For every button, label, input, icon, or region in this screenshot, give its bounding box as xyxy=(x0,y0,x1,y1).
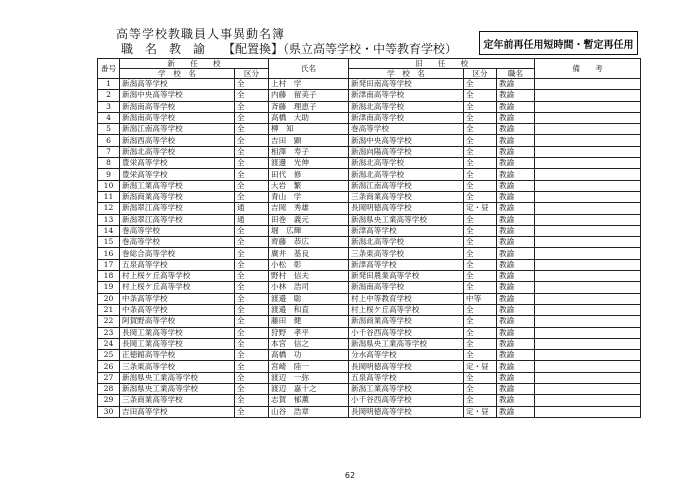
row-number: 7 xyxy=(98,146,120,157)
header-new-school: 学 校 名 xyxy=(120,69,235,79)
old-division: 全 xyxy=(464,248,497,259)
teacher-name: 山谷 浩章 xyxy=(269,406,349,417)
remarks-cell xyxy=(535,304,641,315)
teacher-name: 内藤 留美子 xyxy=(269,90,349,101)
table-row xyxy=(98,191,641,202)
new-division: 全 xyxy=(235,372,269,383)
old-school-name: 新潟江南高等学校 xyxy=(349,180,464,191)
remarks-cell xyxy=(535,338,641,349)
old-division: 全 xyxy=(464,225,497,236)
job-title: 教諭 xyxy=(497,372,535,383)
job-title: 教諭 xyxy=(497,395,535,406)
table-row xyxy=(98,124,641,135)
row-number: 5 xyxy=(98,124,120,135)
old-division: 全 xyxy=(464,237,497,248)
new-school-name: 豊栄高等学校 xyxy=(120,158,235,169)
teacher-name: 高橋 功 xyxy=(269,350,349,361)
document-title: 高等学校教職員人事異動名簿 xyxy=(116,27,286,41)
new-division: 全 xyxy=(235,282,269,293)
new-division: 全 xyxy=(235,90,269,101)
reappointment-note-box: 定年前再任用短時間・暫定再任用 xyxy=(479,31,638,55)
page-number: 62 xyxy=(344,471,356,480)
teacher-name: 渡辺 嘉十之 xyxy=(269,384,349,395)
header-old-school-group: 旧 任 校 xyxy=(349,59,535,69)
new-division: 通 xyxy=(235,203,269,214)
old-division: 全 xyxy=(464,395,497,406)
new-division: 全 xyxy=(235,79,269,90)
table-row xyxy=(98,169,641,180)
job-title: 教諭 xyxy=(497,101,535,112)
teacher-name: 廣井 基良 xyxy=(269,248,349,259)
row-number: 2 xyxy=(98,90,120,101)
old-school-name: 三条東高等学校 xyxy=(349,248,464,259)
new-school-name: 新潟商業高等学校 xyxy=(120,191,235,202)
job-title: 教諭 xyxy=(497,361,535,372)
table-row xyxy=(98,406,641,417)
row-number: 24 xyxy=(98,338,120,349)
new-school-name: 新潟翠江高等学校 xyxy=(120,214,235,225)
new-division: 全 xyxy=(235,384,269,395)
old-school-name: 長岡明徳高等学校 xyxy=(349,406,464,417)
old-school-name: 五泉高等学校 xyxy=(349,372,464,383)
document-subtitle xyxy=(121,40,457,57)
row-number: 14 xyxy=(98,225,120,236)
job-title: 教諭 xyxy=(497,237,535,248)
table-row xyxy=(98,112,641,123)
old-school-name: 新潟県央工業高等学校 xyxy=(349,214,464,225)
remarks-cell xyxy=(535,237,641,248)
old-school-name: 新津南高等学校 xyxy=(349,90,464,101)
old-school-name: 新潟商業高等学校 xyxy=(349,316,464,327)
old-school-name: 新発田南高等学校 xyxy=(349,79,464,90)
old-division: 全 xyxy=(464,350,497,361)
teacher-name: 相澤 寿子 xyxy=(269,146,349,157)
row-number: 6 xyxy=(98,135,120,146)
remarks-cell xyxy=(535,90,641,101)
job-title: 教諭 xyxy=(497,406,535,417)
old-school-name: 巻高等学校 xyxy=(349,124,464,135)
new-division: 全 xyxy=(235,225,269,236)
header-old-division: 区分 xyxy=(464,69,497,79)
table-row xyxy=(98,361,641,372)
new-school-name: 新潟翠江高等学校 xyxy=(120,203,235,214)
old-school-name: 新潟県央工業高等学校 xyxy=(349,338,464,349)
teacher-name: 渡邊 光伸 xyxy=(269,158,349,169)
job-title: 教諭 xyxy=(497,135,535,146)
row-number: 19 xyxy=(98,282,120,293)
job-title: 教諭 xyxy=(497,304,535,315)
job-title: 教諭 xyxy=(497,169,535,180)
new-division: 全 xyxy=(235,237,269,248)
new-school-name: 新潟江南高等学校 xyxy=(120,124,235,135)
new-division: 全 xyxy=(235,361,269,372)
row-number: 30 xyxy=(98,406,120,417)
old-school-name: 長岡明徳高等学校 xyxy=(349,361,464,372)
row-number: 8 xyxy=(98,158,120,169)
old-school-name: 村上桜ケ丘高等学校 xyxy=(349,304,464,315)
table-row xyxy=(98,259,641,270)
remarks-cell xyxy=(535,112,641,123)
old-school-name: 長岡明徳高等学校 xyxy=(349,203,464,214)
table-row xyxy=(98,271,641,282)
row-number: 21 xyxy=(98,304,120,315)
teacher-name: 小林 浩司 xyxy=(269,282,349,293)
table-row xyxy=(98,395,641,406)
teacher-name: 吉田 顕 xyxy=(269,135,349,146)
old-division: 全 xyxy=(464,146,497,157)
old-division: 全 xyxy=(464,135,497,146)
old-school-name: 三条商業高等学校 xyxy=(349,191,464,202)
remarks-cell xyxy=(535,406,641,417)
new-school-name: 長岡工業高等学校 xyxy=(120,327,235,338)
teacher-name: 小松 彰 xyxy=(269,259,349,270)
new-division: 全 xyxy=(235,146,269,157)
table-row xyxy=(98,327,641,338)
remarks-cell xyxy=(535,316,641,327)
new-division: 全 xyxy=(235,406,269,417)
new-school-name: 新潟工業高等学校 xyxy=(120,180,235,191)
table-row xyxy=(98,384,641,395)
remarks-cell xyxy=(535,146,641,157)
old-school-name: 小千谷西高等学校 xyxy=(349,395,464,406)
teacher-name: 青山 学 xyxy=(269,191,349,202)
job-title: 教諭 xyxy=(497,384,535,395)
new-school-name: 新潟高等学校 xyxy=(120,79,235,90)
new-school-name: 長岡工業高等学校 xyxy=(120,338,235,349)
row-number: 10 xyxy=(98,180,120,191)
new-school-name: 豊栄高等学校 xyxy=(120,169,235,180)
old-division: 全 xyxy=(464,384,497,395)
remarks-cell xyxy=(535,361,641,372)
remarks-cell xyxy=(535,225,641,236)
row-number: 18 xyxy=(98,271,120,282)
row-number: 29 xyxy=(98,395,120,406)
table-row xyxy=(98,282,641,293)
remarks-cell xyxy=(535,101,641,112)
teacher-name: 高橋 大助 xyxy=(269,112,349,123)
remarks-cell xyxy=(535,169,641,180)
old-school-name: 分水高等学校 xyxy=(349,350,464,361)
row-number: 16 xyxy=(98,248,120,259)
teacher-name: 堀 広輝 xyxy=(269,225,349,236)
new-school-name: 巻高等学校 xyxy=(120,225,235,236)
teacher-name: 志賀 郁薫 xyxy=(269,395,349,406)
new-school-name: 新潟南高等学校 xyxy=(120,101,235,112)
job-title: 教諭 xyxy=(497,203,535,214)
job-title: 教諭 xyxy=(497,214,535,225)
teacher-name: 本宮 信之 xyxy=(269,338,349,349)
remarks-cell xyxy=(535,124,641,135)
personnel-table xyxy=(97,58,641,418)
old-division: 全 xyxy=(464,169,497,180)
header-remarks: 備 考 xyxy=(535,59,641,79)
teacher-name: 吉岡 秀雄 xyxy=(269,203,349,214)
table-row xyxy=(98,225,641,236)
new-school-name: 新潟中央高等学校 xyxy=(120,90,235,101)
row-number: 20 xyxy=(98,293,120,304)
teacher-name: 渡邉 和直 xyxy=(269,304,349,315)
old-school-name: 村上中等教育学校 xyxy=(349,293,464,304)
row-number: 25 xyxy=(98,350,120,361)
table-row xyxy=(98,237,641,248)
remarks-cell xyxy=(535,135,641,146)
old-school-name: 新潟中央高等学校 xyxy=(349,135,464,146)
row-number: 3 xyxy=(98,101,120,112)
remarks-cell xyxy=(535,248,641,259)
teacher-name: 田代 修 xyxy=(269,169,349,180)
job-title: 教諭 xyxy=(497,316,535,327)
new-school-name: 中条高等学校 xyxy=(120,304,235,315)
new-division: 全 xyxy=(235,304,269,315)
row-number: 23 xyxy=(98,327,120,338)
new-school-name: 五泉高等学校 xyxy=(120,259,235,270)
job-title: 教諭 xyxy=(497,259,535,270)
new-division: 全 xyxy=(235,158,269,169)
new-division: 全 xyxy=(235,248,269,259)
row-number: 11 xyxy=(98,191,120,202)
new-school-name: 正徳館高等学校 xyxy=(120,350,235,361)
new-school-name: 村上桜ケ丘高等学校 xyxy=(120,282,235,293)
old-division: 定・昼 xyxy=(464,361,497,372)
old-school-name: 新潟工業高等学校 xyxy=(349,384,464,395)
teacher-name: 大岩 繁 xyxy=(269,180,349,191)
new-school-name: 巻高等学校 xyxy=(120,237,235,248)
old-division: 全 xyxy=(464,124,497,135)
old-division: 全 xyxy=(464,214,497,225)
old-division: 全 xyxy=(464,316,497,327)
remarks-cell xyxy=(535,293,641,304)
position-label: 職 名 教 諭 xyxy=(121,42,206,56)
teacher-name: 田巻 義元 xyxy=(269,214,349,225)
table-row xyxy=(98,180,641,191)
remarks-cell xyxy=(535,203,641,214)
new-school-name: 中条高等学校 xyxy=(120,293,235,304)
old-division: 全 xyxy=(464,327,497,338)
table-row xyxy=(98,135,641,146)
new-division: 通 xyxy=(235,214,269,225)
job-title: 教諭 xyxy=(497,158,535,169)
new-school-name: 巻総合高等学校 xyxy=(120,248,235,259)
row-number: 12 xyxy=(98,203,120,214)
row-number: 1 xyxy=(98,79,120,90)
remarks-cell xyxy=(535,79,641,90)
remarks-cell xyxy=(535,259,641,270)
table-row xyxy=(98,248,641,259)
remarks-cell xyxy=(535,384,641,395)
table-row xyxy=(98,304,641,315)
old-division: 全 xyxy=(464,180,497,191)
row-number: 15 xyxy=(98,237,120,248)
table-row xyxy=(98,350,641,361)
transfer-type: 【配置換】 xyxy=(229,42,284,56)
job-title: 教諭 xyxy=(497,282,535,293)
row-number: 22 xyxy=(98,316,120,327)
table-row xyxy=(98,203,641,214)
old-school-name: 新津高等学校 xyxy=(349,225,464,236)
remarks-cell xyxy=(535,191,641,202)
new-division: 全 xyxy=(235,271,269,282)
scope-label: （県立高等学校・中等教育学校） xyxy=(283,42,458,56)
job-title: 教諭 xyxy=(497,124,535,135)
job-title: 教諭 xyxy=(497,90,535,101)
new-division: 全 xyxy=(235,135,269,146)
remarks-cell xyxy=(535,214,641,225)
new-division: 全 xyxy=(235,293,269,304)
old-school-name: 新発田農業高等学校 xyxy=(349,271,464,282)
header-no: 番号 xyxy=(98,59,120,79)
remarks-cell xyxy=(535,372,641,383)
job-title: 教諭 xyxy=(497,225,535,236)
table-row xyxy=(98,146,641,157)
new-division: 全 xyxy=(235,395,269,406)
table-row xyxy=(98,293,641,304)
teacher-name: 柳 知 xyxy=(269,124,349,135)
job-title: 教諭 xyxy=(497,180,535,191)
old-school-name: 新潟南高等学校 xyxy=(349,282,464,293)
teacher-name: 齊藤 恭広 xyxy=(269,237,349,248)
remarks-cell xyxy=(535,271,641,282)
header-new-school-group: 新 任 校 xyxy=(120,59,269,69)
old-school-name: 新潟北高等学校 xyxy=(349,101,464,112)
teacher-name: 藤田 健 xyxy=(269,316,349,327)
header-old-title: 職名 xyxy=(497,69,535,79)
new-division: 全 xyxy=(235,124,269,135)
new-division: 全 xyxy=(235,112,269,123)
header-new-division: 区分 xyxy=(235,69,269,79)
teacher-name: 野村 信夫 xyxy=(269,271,349,282)
job-title: 教諭 xyxy=(497,191,535,202)
table-row xyxy=(98,79,641,90)
job-title: 教諭 xyxy=(497,293,535,304)
row-number: 28 xyxy=(98,384,120,395)
new-division: 全 xyxy=(235,316,269,327)
table-row xyxy=(98,316,641,327)
teacher-name: 渡辺 一弥 xyxy=(269,372,349,383)
row-number: 26 xyxy=(98,361,120,372)
old-division: 定・昼 xyxy=(464,203,497,214)
table-row xyxy=(98,158,641,169)
row-number: 9 xyxy=(98,169,120,180)
table-row xyxy=(98,338,641,349)
old-division: 全 xyxy=(464,271,497,282)
new-division: 全 xyxy=(235,338,269,349)
row-number: 13 xyxy=(98,214,120,225)
job-title: 教諭 xyxy=(497,146,535,157)
job-title: 教諭 xyxy=(497,338,535,349)
new-division: 全 xyxy=(235,191,269,202)
old-school-name: 小千谷西高等学校 xyxy=(349,327,464,338)
new-school-name: 新潟南高等学校 xyxy=(120,112,235,123)
teacher-name: 上村 学 xyxy=(269,79,349,90)
remarks-cell xyxy=(535,350,641,361)
table-row xyxy=(98,90,641,101)
job-title: 教諭 xyxy=(497,271,535,282)
old-division: 全 xyxy=(464,101,497,112)
job-title: 教諭 xyxy=(497,112,535,123)
new-division: 全 xyxy=(235,327,269,338)
table-row xyxy=(98,101,641,112)
old-school-name: 新津高等学校 xyxy=(349,259,464,270)
row-number: 4 xyxy=(98,112,120,123)
remarks-cell xyxy=(535,282,641,293)
row-number: 17 xyxy=(98,259,120,270)
job-title: 教諭 xyxy=(497,79,535,90)
teacher-name: 斉藤 理恵子 xyxy=(269,101,349,112)
teacher-name: 渡邉 聡 xyxy=(269,293,349,304)
new-school-name: 新潟北高等学校 xyxy=(120,146,235,157)
old-division: 全 xyxy=(464,282,497,293)
teacher-name: 宮崎 陸一 xyxy=(269,361,349,372)
new-school-name: 三条商業高等学校 xyxy=(120,395,235,406)
new-division: 全 xyxy=(235,180,269,191)
new-school-name: 三条東高等学校 xyxy=(120,361,235,372)
new-school-name: 新潟県央工業高等学校 xyxy=(120,384,235,395)
job-title: 教諭 xyxy=(497,350,535,361)
old-division: 全 xyxy=(464,372,497,383)
old-division: 全 xyxy=(464,158,497,169)
remarks-cell xyxy=(535,327,641,338)
old-school-name: 新津南高等学校 xyxy=(349,112,464,123)
new-school-name: 村上桜ケ丘高等学校 xyxy=(120,271,235,282)
old-division: 全 xyxy=(464,112,497,123)
old-division: 定・昼 xyxy=(464,406,497,417)
old-division: 全 xyxy=(464,79,497,90)
new-division: 全 xyxy=(235,350,269,361)
job-title: 教諭 xyxy=(497,327,535,338)
new-school-name: 新潟西高等学校 xyxy=(120,135,235,146)
row-number: 27 xyxy=(98,372,120,383)
header-old-school: 学 校 名 xyxy=(349,69,464,79)
table-row xyxy=(98,372,641,383)
teacher-name: 狩野 孝平 xyxy=(269,327,349,338)
old-school-name: 新潟北高等学校 xyxy=(349,158,464,169)
new-school-name: 吉田高等学校 xyxy=(120,406,235,417)
remarks-cell xyxy=(535,180,641,191)
old-division: 全 xyxy=(464,304,497,315)
new-school-name: 新潟県央工業高等学校 xyxy=(120,372,235,383)
remarks-cell xyxy=(535,395,641,406)
old-division: 全 xyxy=(464,191,497,202)
new-division: 全 xyxy=(235,259,269,270)
remarks-cell xyxy=(535,158,641,169)
old-school-name: 新潟北高等学校 xyxy=(349,237,464,248)
new-division: 全 xyxy=(235,169,269,180)
old-division: 中等 xyxy=(464,293,497,304)
old-division: 全 xyxy=(464,338,497,349)
new-division: 全 xyxy=(235,101,269,112)
old-division: 全 xyxy=(464,90,497,101)
header-name: 氏名 xyxy=(269,59,349,79)
old-division: 全 xyxy=(464,259,497,270)
job-title: 教諭 xyxy=(497,248,535,259)
old-school-name: 新潟北高等学校 xyxy=(349,169,464,180)
table-row xyxy=(98,214,641,225)
old-school-name: 新潟向陽高等学校 xyxy=(349,146,464,157)
new-school-name: 阿賀野高等学校 xyxy=(120,316,235,327)
